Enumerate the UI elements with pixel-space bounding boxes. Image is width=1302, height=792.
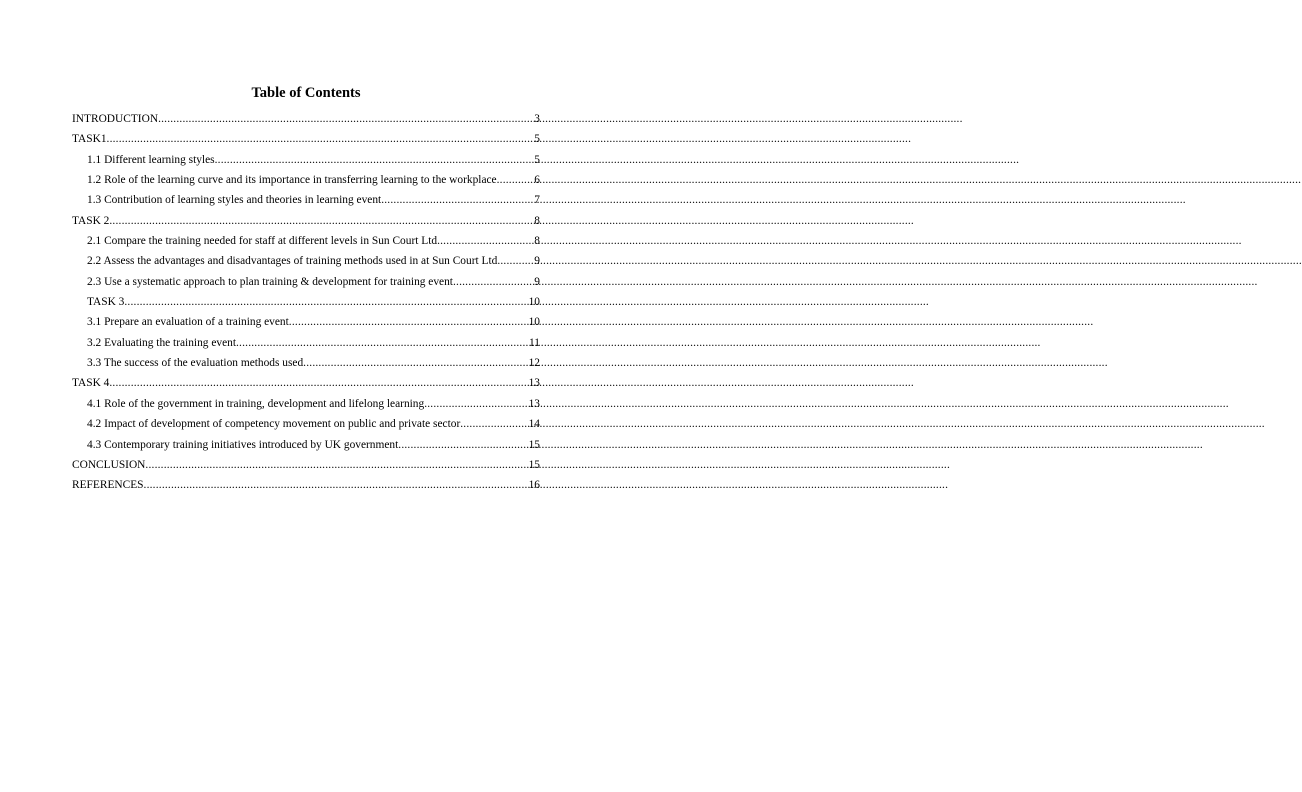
toc-page-number: 9 xyxy=(534,275,540,288)
toc-dot-leader xyxy=(453,275,534,289)
toc-dot-leader xyxy=(145,458,528,472)
toc-page-number: 9 xyxy=(534,255,540,268)
toc-entry-text: INTRODUCTION xyxy=(72,113,159,125)
toc-page-number: 7 xyxy=(534,194,540,207)
toc-entry-text: 4.3 Contemporary training initiatives introduced by UK government xyxy=(87,438,399,451)
toc-entry-text: 3.1 Prepare an evaluation of a training event xyxy=(87,316,289,329)
toc-page-number: 5 xyxy=(534,133,540,146)
toc-dot-leader xyxy=(381,193,534,207)
toc-entry-2-1[interactable] xyxy=(72,234,540,254)
toc-entry-2-3[interactable] xyxy=(72,275,540,295)
toc-dot-leader xyxy=(124,295,528,309)
toc-page-number: 10 xyxy=(528,316,540,329)
toc-page-number: 15 xyxy=(528,438,540,451)
toc-entry-task-2[interactable] xyxy=(72,214,540,234)
toc-dot-leader xyxy=(109,214,534,228)
toc-list xyxy=(72,112,540,499)
toc-entry-text: 4.2 Impact of development of competency movement on public and private sector xyxy=(87,418,461,431)
toc-page-number: 6 xyxy=(534,174,540,187)
toc-entry-text: TASK 2 xyxy=(72,214,110,227)
toc-page-number: 14 xyxy=(528,418,540,431)
toc-dot-leader xyxy=(144,478,529,492)
toc-entry-task-3[interactable] xyxy=(72,295,540,315)
toc-entry-3-3[interactable] xyxy=(72,356,540,376)
toc-page-number: 8 xyxy=(534,235,540,248)
toc-entry-text: 3.3 The success of the evaluation methods used xyxy=(87,357,304,370)
toc-entry-introduction[interactable] xyxy=(72,112,540,132)
document-page xyxy=(0,0,612,792)
toc-dot-leader xyxy=(215,153,535,167)
toc-entry-3-1[interactable] xyxy=(72,315,540,335)
toc-dot-leader xyxy=(109,376,528,390)
toc-entry-text: TASK1 xyxy=(72,133,107,146)
toc-entry-task-4[interactable] xyxy=(72,376,540,396)
toc-page-number: 8 xyxy=(534,214,540,227)
toc-page-number: 12 xyxy=(528,357,540,370)
toc-dot-leader xyxy=(437,234,534,248)
toc-page-number: 15 xyxy=(528,458,540,471)
toc-page-number: 13 xyxy=(528,397,540,410)
toc-entry-3-2[interactable] xyxy=(72,336,540,356)
toc-entry-text: 3.2 Evaluating the training event xyxy=(87,336,236,349)
toc-dot-leader xyxy=(107,132,535,146)
toc-dot-leader xyxy=(289,315,529,329)
toc-page-number: 3 xyxy=(534,113,540,125)
toc-dot-leader xyxy=(158,112,534,126)
toc-entry-references[interactable] xyxy=(72,478,540,498)
toc-page-number: 11 xyxy=(529,336,540,349)
toc-entry-text: REFERENCES xyxy=(72,479,144,492)
toc-title: Table of Contents xyxy=(251,85,361,101)
toc-entry-text: TASK 3 xyxy=(87,296,125,309)
toc-entry-task-1[interactable] xyxy=(72,132,540,152)
toc-dot-leader xyxy=(497,173,535,187)
toc-entry-text: 2.2 Assess the advantages and disadvantages of training methods used in at Sun Court Ltd xyxy=(87,255,498,268)
toc-dot-leader xyxy=(303,356,528,370)
toc-dot-leader xyxy=(497,254,534,268)
toc-dot-leader xyxy=(398,438,528,452)
toc-page-number: 10 xyxy=(528,296,540,309)
toc-entry-1-2[interactable] xyxy=(72,173,540,193)
toc-entry-2-2[interactable] xyxy=(72,254,540,274)
toc-page-number: 5 xyxy=(534,153,540,166)
toc-entry-text: 4.1 Role of the government in training, development and lifelong learning xyxy=(87,397,425,410)
toc-entry-4-2[interactable] xyxy=(72,417,540,437)
toc-dot-leader xyxy=(236,336,529,350)
toc-entry-text: 1.1 Different learning styles xyxy=(87,153,215,166)
toc-entry-1-3[interactable] xyxy=(72,193,540,213)
toc-entry-4-1[interactable] xyxy=(72,397,540,417)
toc-entry-text: 1.2 Role of the learning curve and its importance in transferring learning to the workplace xyxy=(87,174,497,187)
toc-entry-text: 2.3 Use a systematic approach to plan training & development for training event xyxy=(87,275,453,288)
toc-dot-leader xyxy=(424,397,528,411)
toc-entry-1-1[interactable] xyxy=(72,153,540,173)
toc-entry-4-3[interactable] xyxy=(72,438,540,458)
toc-entry-text: 1.3 Contribution of learning styles and theories in learning event xyxy=(87,194,382,207)
toc-dot-leader xyxy=(460,417,528,431)
toc-entry-text: CONCLUSION xyxy=(72,458,146,471)
toc-page-number: 16 xyxy=(528,479,540,492)
toc-page-number: 13 xyxy=(528,377,540,390)
toc-entry-text: TASK 4 xyxy=(72,377,110,390)
toc-entry-conclusion[interactable] xyxy=(72,458,540,478)
toc-entry-text: 2.1 Compare the training needed for staff at different levels in Sun Court Ltd xyxy=(87,235,438,248)
